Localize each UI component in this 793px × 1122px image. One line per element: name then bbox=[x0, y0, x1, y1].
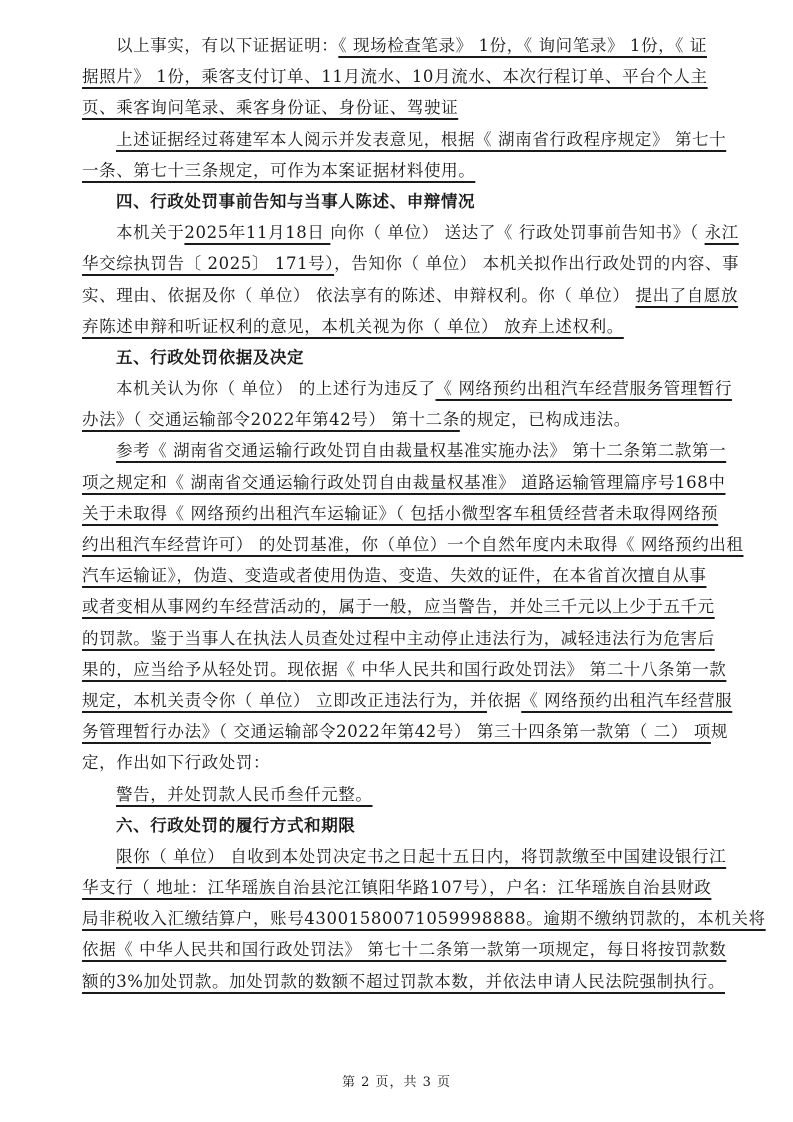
underlined-text: 参考《 湖南省交通运输行政处罚自由裁量权基准实施办法》 第十二条第二款第一 bbox=[116, 441, 727, 461]
underlined-text: 警告，并处罚款人民币叁仟元整。 bbox=[116, 784, 373, 804]
text-line bbox=[82, 498, 732, 529]
text-line bbox=[82, 404, 732, 435]
underlined-text: 永江 bbox=[704, 223, 739, 243]
underlined-text: 《 网络预约出租汽车经营服务管理暂行 bbox=[435, 379, 733, 399]
text-run: 本机关认为你（ 单位） 的上述行为违反了 bbox=[116, 379, 436, 399]
section-heading: 五、行政处罚依据及决定 bbox=[116, 347, 305, 367]
text-line bbox=[82, 248, 740, 279]
section-heading: 六、行政处罚的履行方式和期限 bbox=[116, 815, 356, 835]
text-line bbox=[82, 124, 732, 155]
underlined-text: 据照片》 1份，乘客支付订单、11月流水、10月流水、本次行程订单、平台个人主 bbox=[82, 67, 708, 87]
text-line bbox=[82, 467, 732, 498]
page-number-footer: 第 2 页，共 3 页 bbox=[341, 1075, 452, 1090]
underlined-text: 限你（ 单位） 自收到本处罚决定书之日起十五日内，将罚款缴至中国建设银行江 bbox=[116, 846, 727, 866]
underlined-text: 汽车运输证》，伪造、变造或者使用伪造、变造、失效的证件，在本省首次擅自从事 bbox=[82, 566, 707, 586]
text-line bbox=[82, 92, 732, 123]
text-line bbox=[82, 841, 732, 872]
underlined-text: 额的3%加处罚款。加处罚款的数额不超过罚款本数，并依法申请人民法院强制执行。 bbox=[82, 971, 725, 991]
underlined-text: 上述证据经过蒋建军本人阅示并发表意见，根据《 湖南省行政程序规定》 第七十 bbox=[116, 129, 727, 149]
underlined-text: 果的，应当给予从轻处罚。 bbox=[82, 659, 288, 679]
text-line bbox=[82, 903, 766, 934]
underlined-text: 现依据《 中华人民共和国行政处罚法》 第二十八条第一款 bbox=[287, 659, 727, 679]
underlined-text: 页、乘客询问笔录、乘客身份证、身份证、驾驶证 bbox=[82, 98, 459, 118]
underlined-text: 一条、第七十三条规定，可作为本案证据材料使用。 bbox=[82, 160, 476, 180]
text-run: 实、理由、依据及你（ 单位） 依法享有的陈述、申辩权利。你（ 单位） bbox=[82, 285, 636, 305]
underlined-text: 的罚款。鉴于当事人在执法人员查处过程中主动停止违法行为，减轻违法行为危害后 bbox=[82, 628, 715, 648]
penalty-line bbox=[82, 779, 732, 810]
underlined-text: 务管理暂行办法》（ 交通运输部令2022年第42号） 第三十四条第一款第（ 二） 项 bbox=[82, 722, 711, 742]
text-line bbox=[82, 217, 739, 248]
underlined-text: 约出租汽车经营许可） 的处罚基准，你（单位）一个自然年度内未取得《 网络预约出租 bbox=[82, 535, 744, 554]
text-run: 以上事实，有以下证据证明： bbox=[116, 36, 339, 55]
document-page bbox=[82, 30, 766, 997]
text-line bbox=[82, 435, 732, 466]
text-run: 规 bbox=[710, 722, 729, 742]
text-line bbox=[82, 654, 732, 685]
underlined-text: 或者变相从事网约车经营活动的，属于一般，应当警告，并处三千元以上少于五千元 bbox=[82, 597, 715, 617]
underlined-text: 规定，本机关责令你（ 单位） 立即改正违法行为，并 bbox=[82, 690, 487, 710]
text-line bbox=[82, 529, 744, 560]
underlined-text: 办法》（ 交通运输部令2022年第42号） 第十二条 bbox=[82, 410, 460, 430]
underlined-text: 局非税收入汇缴结算户，账号43001580071059998888。逾期不缴纳罚款的，本机关将 bbox=[82, 909, 766, 929]
text-line bbox=[82, 966, 732, 997]
text-line bbox=[82, 934, 732, 965]
underlined-text: 项之规定和《 湖南省交通运输行政处罚自由裁量权基准》 道路运输管理篇序号168中 bbox=[82, 472, 726, 492]
text-run: 向你（ 单位） 送达了《 行政处罚事前告知书》（ bbox=[330, 223, 705, 243]
text-run: 定，作出如下行政处罚： bbox=[82, 753, 271, 773]
text-run: 依据 bbox=[487, 690, 522, 710]
text-line bbox=[82, 30, 732, 61]
underlined-text: 《 网络预约出租汽车经营服 bbox=[521, 690, 733, 710]
text-line bbox=[82, 747, 732, 778]
text-line bbox=[82, 872, 732, 903]
text-line bbox=[82, 155, 732, 186]
text-run: ，告知你（ 单位） 本机关拟作出行政处罚的内容、事 bbox=[334, 254, 740, 274]
underlined-text: 关于未取得《 网络预约出租汽车运输证》（ 包括小微型客车租赁经营者未取得网络预 bbox=[82, 503, 719, 523]
underlined-text: 《 现场检查笔录》 1份，《 询问笔录》 1份，《 证 bbox=[338, 36, 707, 55]
underlined-text: 弃陈述申辩和听证权利的意见，本机关视为你（ 单位） 放弃上述权利。 bbox=[82, 316, 624, 336]
text-line bbox=[82, 685, 732, 716]
text-line bbox=[82, 591, 732, 622]
text-line bbox=[82, 623, 732, 654]
section-heading: 四、行政处罚事前告知与当事人陈述、申辩情况 bbox=[116, 191, 476, 211]
underlined-text: 华交综执罚告〔 2025〕 171号） bbox=[82, 254, 335, 274]
underlined-text: 提出了自愿放 bbox=[635, 285, 739, 305]
text-line bbox=[82, 560, 732, 591]
text-line bbox=[82, 61, 732, 92]
text-line bbox=[82, 716, 732, 747]
text-run: 的规定，已构成违法。 bbox=[459, 410, 631, 430]
text-line bbox=[82, 373, 732, 404]
text-line bbox=[82, 280, 739, 311]
underlined-text: 2025年11月18日 bbox=[184, 223, 331, 243]
text-run: 本机关于 bbox=[116, 223, 185, 243]
underlined-text: 华支行（ 地址：江华瑶族自治县沱江镇阳华路107号），户名：江华瑶族自治县财政 bbox=[82, 878, 712, 898]
underlined-text: 依据《 中华人民共和国行政处罚法》 第七十二条第一款第一项规定，每日将按罚款数 bbox=[82, 940, 727, 960]
text-line bbox=[82, 311, 732, 342]
